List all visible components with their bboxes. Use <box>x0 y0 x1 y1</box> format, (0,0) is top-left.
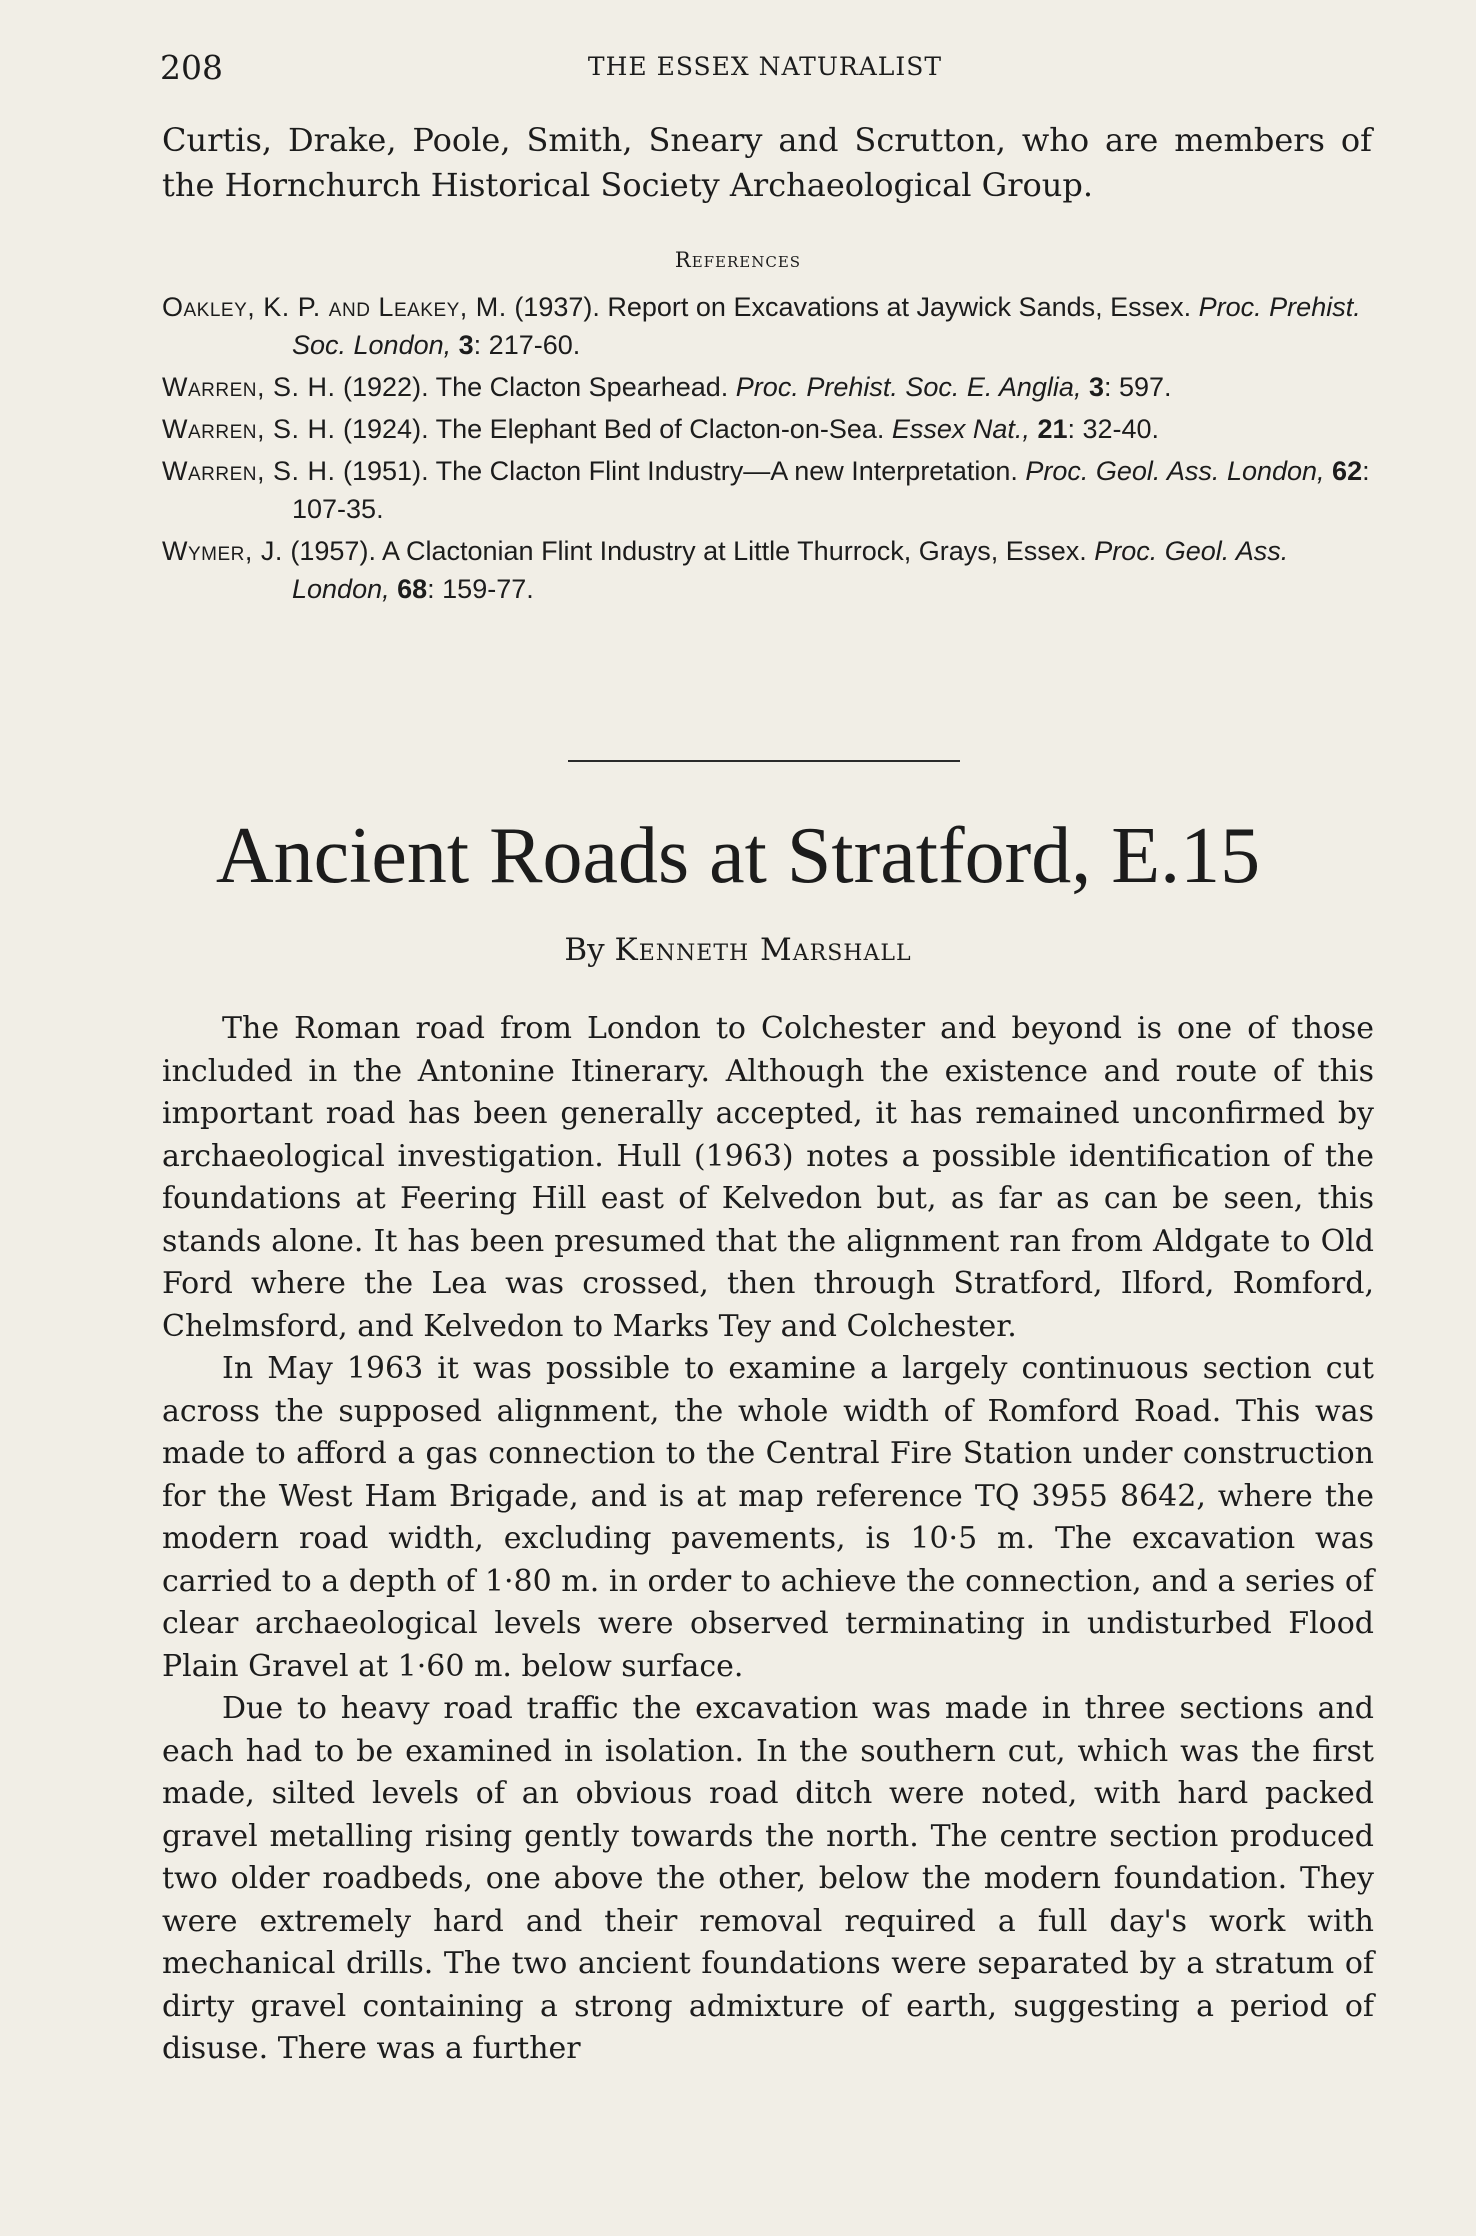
reference-volume: 3 <box>451 330 474 360</box>
reference-journal: Proc. Prehist. Soc. E. Anglia, <box>735 372 1082 402</box>
article-body <box>162 1008 1374 2071</box>
reference-pages: : 597. <box>1103 372 1172 402</box>
reference-title: Report on Excavations at Jaywick Sands, Essex. <box>599 292 1199 322</box>
body-paragraph: The Roman road from London to Colchester and beyond is one of those included in the Antonine Itinerary. Although the existence and route of this important road has been generally accepted, it has remained unconfirmed by archaeological investigation. Hull (1963) notes a possible identification of the foundations at Feering Hill east of Kelvedon but, as far as can be seen, this stands alone. It has been presumed that the alignment ran from Aldgate to Old Ford where the Lea was crossed, then through Stratford, Ilford, Romford, Chelmsford, and Kelvedon to Marks Tey and Colchester. <box>162 1011 1374 1344</box>
reference-author: Warren, S. H. <box>162 372 336 402</box>
references-heading <box>0 248 1476 272</box>
reference-year: (1924). <box>335 414 429 444</box>
reference-pages: : 217-60. <box>473 330 581 360</box>
reference-item <box>162 410 1377 448</box>
reference-pages: : 159-77. <box>427 574 534 604</box>
reference-year: (1951). <box>335 456 429 486</box>
journal-title: THE ESSEX NATURALIST <box>587 52 943 81</box>
page-number: 208 <box>160 48 223 87</box>
reference-year: (1922). <box>335 372 429 402</box>
reference-author: Oakley, K. P. and Leakey, M. <box>162 292 507 322</box>
reference-volume: 3 <box>1081 372 1104 402</box>
running-head <box>160 48 1370 88</box>
reference-journal: Proc. Geol. Ass. London, <box>292 536 1289 604</box>
reference-title: The Clacton Flint Industry—A new Interpretation. <box>428 456 1026 486</box>
reference-volume: 62 <box>1324 456 1363 486</box>
reference-journal: Essex Nat., <box>891 414 1030 444</box>
reference-year: (1937). <box>506 292 600 322</box>
reference-author: Warren, S. H. <box>162 456 336 486</box>
reference-author: Wymer, J. <box>162 536 283 566</box>
reference-title: The Elephant Bed of Clacton-on-Sea. <box>428 414 892 444</box>
body-paragraph: Due to heavy road traffic the excavation was made in three sections and each had to be examined in isolation. In the southern cut, which was the first made, silted levels of an obvious road ditch were noted, with hard packed gravel metalling rising gently towards the north. The centre section produced two older roadbeds, one above the other, below the modern foundation. They were extremely hard and their removal required a full day's work with mechanical drills. The two ancient foundations were separated by a stratum of dirty gravel containing a strong admixture of earth, suggesting a period of disuse. There was a further <box>162 1691 1374 2066</box>
reference-pages: : 107-35. <box>292 456 1370 524</box>
reference-year: (1957). <box>282 536 376 566</box>
byline <box>0 932 1476 968</box>
reference-item <box>162 532 1377 608</box>
author-name: Kenneth Marshall <box>614 932 912 968</box>
reference-item <box>162 288 1377 364</box>
article-title: Ancient Roads at Stratford, E.15 <box>215 812 1261 900</box>
reference-journal: Proc. Geol. Ass. London, <box>1025 456 1325 486</box>
reference-author: Warren, S. H. <box>162 414 336 444</box>
references-heading-text: References <box>674 248 802 272</box>
section-divider <box>568 760 960 762</box>
intro-paragraph: Curtis, Drake, Poole, Smith, Sneary and Scrutton, who are members of the Hornchurch Historical Society Archaeological Group. <box>162 121 1372 204</box>
body-paragraph: In May 1963 it was possible to examine a largely continuous section cut across the supposed alignment, the whole width of Romford Road. This was made to afford a gas connection to the Central Fire Station under construction for the West Ham Brigade, and is at map reference TQ 3955 8642, where the modern road width, excluding pavements, is 10·5 m. The excavation was carried to a depth of 1·80 m. in order to achieve the connection, and a series of clear archaeological levels were observed terminating in undisturbed Flood Plain Gravel at 1·60 m. below surface. <box>162 1351 1374 1684</box>
reference-volume: 21 <box>1029 414 1068 444</box>
reference-volume: 68 <box>389 574 428 604</box>
references-list <box>162 288 1377 612</box>
reference-journal: Proc. Prehist. Soc. London, <box>292 292 1361 360</box>
reference-item <box>162 368 1377 406</box>
reference-item <box>162 452 1377 528</box>
reference-title: A Clactonian Flint Industry at Little Thurrock, Grays, Essex. <box>375 536 1095 566</box>
intro-text <box>162 118 1372 208</box>
byline-prefix: By <box>564 932 615 968</box>
reference-pages: : 32-40. <box>1067 414 1160 444</box>
reference-title: The Clacton Spearhead. <box>428 372 736 402</box>
